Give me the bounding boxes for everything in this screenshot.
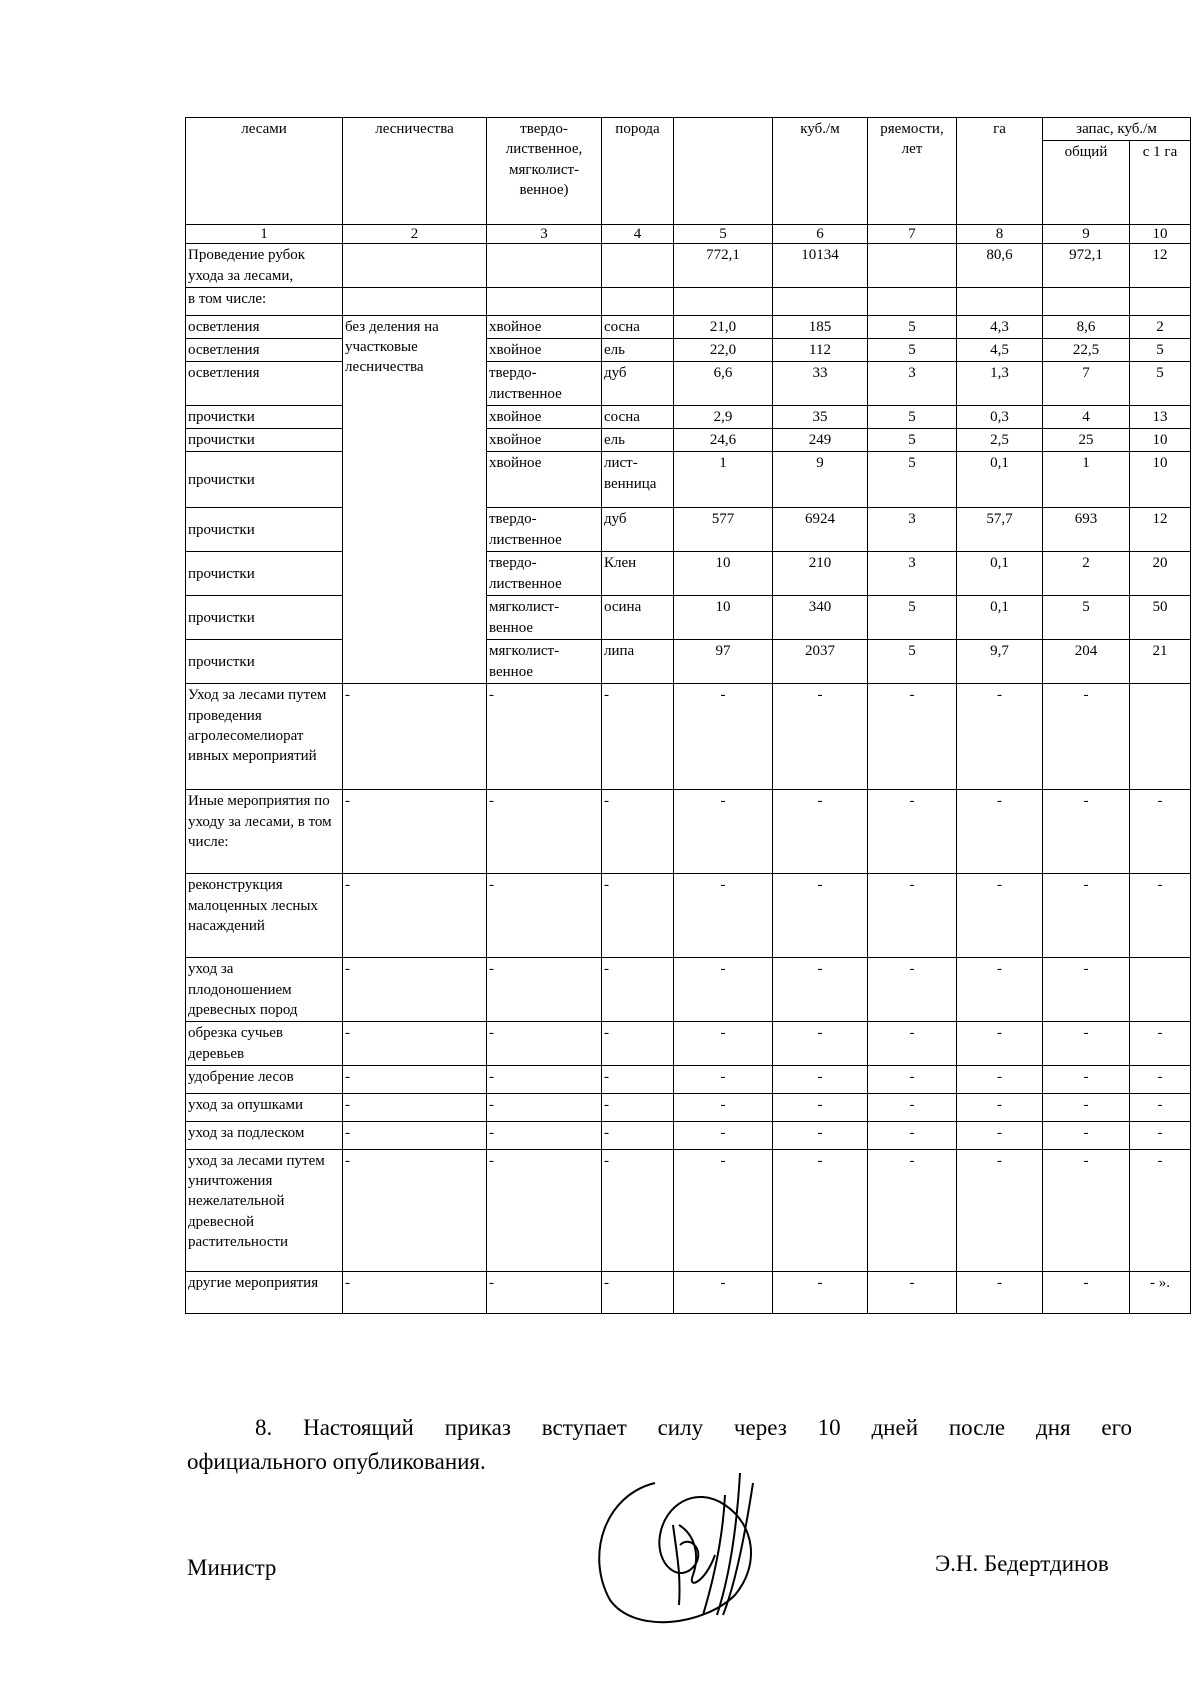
- cell-col-10: 10: [1130, 452, 1191, 508]
- cell-col-9: -: [1043, 874, 1130, 958]
- cell-col-4: липа: [602, 640, 674, 684]
- cell-col-8: -: [957, 1121, 1043, 1149]
- table-row: [186, 1121, 1191, 1149]
- cell-col-5: 772,1: [674, 244, 773, 288]
- table-row: [186, 244, 1191, 288]
- cell-col-2: -: [343, 874, 487, 958]
- cell-col-2: -: [343, 958, 487, 1022]
- cell-col-3: -: [487, 1121, 602, 1149]
- cell-col-4: лист-венница: [602, 452, 674, 508]
- cell-col-10: 2: [1130, 315, 1191, 338]
- cell-col-7: -: [868, 1121, 957, 1149]
- cell-col-4: дуб: [602, 508, 674, 552]
- cell-col-4: -: [602, 1271, 674, 1313]
- cell-col-3: мягколист-венное: [487, 596, 602, 640]
- cell-col-10: 10: [1130, 429, 1191, 452]
- cell-col-6: 2037: [773, 640, 868, 684]
- cell-col-6: 33: [773, 362, 868, 406]
- cell-col-3: твердо-лиственное: [487, 508, 602, 552]
- cell-col-3: -: [487, 958, 602, 1022]
- cell-col-9: -: [1043, 1271, 1130, 1313]
- header-cell-6: куб./м: [773, 118, 868, 225]
- cell-col-6: [773, 287, 868, 315]
- cell-col-10: 21: [1130, 640, 1191, 684]
- cell-col-4: сосна: [602, 405, 674, 428]
- cell-col-10: - ».: [1130, 1271, 1191, 1313]
- cell-col-9: -: [1043, 1065, 1130, 1093]
- cell-col-8: [957, 287, 1043, 315]
- cell-col-10: [1130, 958, 1191, 1022]
- handwritten-signature: [585, 1465, 775, 1630]
- header-cell-9: общий: [1043, 141, 1130, 225]
- column-number-row: [186, 225, 1191, 244]
- cell-col-4: -: [602, 1149, 674, 1271]
- header-cell-10: с 1 га: [1130, 141, 1191, 225]
- cell-activity: другие мероприятия: [186, 1271, 343, 1313]
- table-row: [186, 339, 1191, 362]
- cell-col-3: -: [487, 1271, 602, 1313]
- cell-col-9: -: [1043, 790, 1130, 874]
- cell-col-2: -: [343, 790, 487, 874]
- header-cell-5: [674, 118, 773, 225]
- cell-col-6: 112: [773, 339, 868, 362]
- cell-merged-forestry: без деления на участковые лесничества: [343, 315, 487, 684]
- signatory-name: Э.Н. Бедертдинов: [935, 1551, 1109, 1576]
- cell-col-7: -: [868, 1271, 957, 1313]
- cell-col-5: -: [674, 1093, 773, 1121]
- column-number-cell: 8: [957, 225, 1043, 244]
- cell-col-8: -: [957, 1065, 1043, 1093]
- cell-col-7: -: [868, 1149, 957, 1271]
- cell-col-2: [343, 287, 487, 315]
- cell-col-8: 80,6: [957, 244, 1043, 288]
- cell-col-10: 50: [1130, 596, 1191, 640]
- cell-col-2: -: [343, 1065, 487, 1093]
- cell-col-10: -: [1130, 790, 1191, 874]
- cell-col-7: [868, 287, 957, 315]
- cell-col-5: 24,6: [674, 429, 773, 452]
- table-row: [186, 958, 1191, 1022]
- cell-col-3: -: [487, 874, 602, 958]
- cell-col-7: -: [868, 874, 957, 958]
- cell-col-8: 0,1: [957, 452, 1043, 508]
- signatory-position: Министр: [187, 1555, 277, 1580]
- cell-col-9: 5: [1043, 596, 1130, 640]
- cell-col-8: -: [957, 874, 1043, 958]
- table-row: [186, 1022, 1191, 1066]
- cell-activity: уход за подлеском: [186, 1121, 343, 1149]
- cell-col-6: 249: [773, 429, 868, 452]
- table-row: [186, 596, 1191, 640]
- cell-col-9: [1043, 287, 1130, 315]
- cell-col-5: -: [674, 874, 773, 958]
- cell-col-6: 10134: [773, 244, 868, 288]
- cell-col-7: 3: [868, 552, 957, 596]
- cell-activity: осветления: [186, 339, 343, 362]
- cell-col-6: -: [773, 874, 868, 958]
- cell-col-10: -: [1130, 1121, 1191, 1149]
- cell-col-7: 5: [868, 429, 957, 452]
- cell-col-10: -: [1130, 1065, 1191, 1093]
- table-row: [186, 790, 1191, 874]
- cell-col-5: -: [674, 1149, 773, 1271]
- table-row: [186, 640, 1191, 684]
- cell-activity: осветления: [186, 315, 343, 338]
- cell-col-9: 8,6: [1043, 315, 1130, 338]
- cell-activity: Проведение рубок ухода за лесами,: [186, 244, 343, 288]
- cell-col-8: 1,3: [957, 362, 1043, 406]
- cell-col-3: твердо-лиственное: [487, 362, 602, 406]
- header-cell-3: твердо-лиственное, мягколист-венное): [487, 118, 602, 225]
- cell-col-10: 12: [1130, 508, 1191, 552]
- cell-col-3: -: [487, 1093, 602, 1121]
- cell-activity: уход за опушками: [186, 1093, 343, 1121]
- cell-col-10: -: [1130, 874, 1191, 958]
- cell-col-6: 340: [773, 596, 868, 640]
- cell-col-4: [602, 287, 674, 315]
- column-number-cell: 1: [186, 225, 343, 244]
- cell-col-5: -: [674, 1065, 773, 1093]
- header-cell-4: порода: [602, 118, 674, 225]
- cell-col-3: твердо-лиственное: [487, 552, 602, 596]
- cell-col-3: -: [487, 1149, 602, 1271]
- column-number-cell: 9: [1043, 225, 1130, 244]
- cell-col-2: -: [343, 1121, 487, 1149]
- cell-col-8: 57,7: [957, 508, 1043, 552]
- cell-col-7: -: [868, 684, 957, 790]
- cell-col-10: 12: [1130, 244, 1191, 288]
- forest-care-table-wrapper: [185, 117, 1191, 1314]
- cell-col-4: -: [602, 790, 674, 874]
- cell-col-7: 3: [868, 508, 957, 552]
- cell-col-6: -: [773, 1149, 868, 1271]
- cell-col-9: -: [1043, 684, 1130, 790]
- cell-col-8: -: [957, 1271, 1043, 1313]
- cell-col-7: -: [868, 790, 957, 874]
- cell-col-8: 0,3: [957, 405, 1043, 428]
- cell-col-7: 5: [868, 339, 957, 362]
- header-cell-8: га: [957, 118, 1043, 225]
- cell-col-3: [487, 244, 602, 288]
- cell-col-5: -: [674, 684, 773, 790]
- cell-col-8: 0,1: [957, 596, 1043, 640]
- cell-col-9: 693: [1043, 508, 1130, 552]
- cell-activity: прочистки: [186, 452, 343, 508]
- cell-col-4: сосна: [602, 315, 674, 338]
- table-row: [186, 1065, 1191, 1093]
- cell-col-2: -: [343, 1022, 487, 1066]
- cell-col-6: 35: [773, 405, 868, 428]
- cell-col-5: 10: [674, 552, 773, 596]
- cell-activity: обрезка сучьев деревьев: [186, 1022, 343, 1066]
- cell-col-4: -: [602, 684, 674, 790]
- cell-col-8: 0,1: [957, 552, 1043, 596]
- table-row: [186, 508, 1191, 552]
- cell-col-5: 97: [674, 640, 773, 684]
- cell-col-5: -: [674, 958, 773, 1022]
- cell-col-4: -: [602, 1121, 674, 1149]
- table-row: [186, 315, 1191, 338]
- cell-col-9: 25: [1043, 429, 1130, 452]
- cell-col-9: 1: [1043, 452, 1130, 508]
- cell-col-8: -: [957, 1093, 1043, 1121]
- cell-col-2: -: [343, 1271, 487, 1313]
- cell-col-10: -: [1130, 1093, 1191, 1121]
- cell-col-8: -: [957, 684, 1043, 790]
- cell-col-9: 4: [1043, 405, 1130, 428]
- closing-paragraph-line-1: 8. Настоящий приказ вступает силу через 10 дней после дня его: [255, 1415, 1132, 1440]
- cell-col-7: 5: [868, 315, 957, 338]
- cell-col-10: 13: [1130, 405, 1191, 428]
- cell-activity: прочистки: [186, 552, 343, 596]
- cell-col-10: 5: [1130, 362, 1191, 406]
- cell-col-6: -: [773, 684, 868, 790]
- cell-col-8: -: [957, 958, 1043, 1022]
- cell-col-9: 22,5: [1043, 339, 1130, 362]
- cell-col-9: -: [1043, 1149, 1130, 1271]
- cell-col-7: 5: [868, 640, 957, 684]
- header-row: [186, 118, 1191, 141]
- cell-col-5: 577: [674, 508, 773, 552]
- column-number-cell: 5: [674, 225, 773, 244]
- cell-col-6: -: [773, 1093, 868, 1121]
- header-cell-7: ряемости, лет: [868, 118, 957, 225]
- column-number-cell: 2: [343, 225, 487, 244]
- cell-col-9: 972,1: [1043, 244, 1130, 288]
- cell-col-9: -: [1043, 958, 1130, 1022]
- cell-col-4: ель: [602, 429, 674, 452]
- table-row: [186, 362, 1191, 406]
- cell-activity: прочистки: [186, 640, 343, 684]
- column-number-cell: 7: [868, 225, 957, 244]
- header-cell-2: лесничества: [343, 118, 487, 225]
- cell-col-6: 6924: [773, 508, 868, 552]
- cell-col-7: -: [868, 1093, 957, 1121]
- cell-activity: Уход за лесами путем проведения агролесомелиорат ивных мероприятий: [186, 684, 343, 790]
- cell-col-4: -: [602, 958, 674, 1022]
- cell-col-6: 9: [773, 452, 868, 508]
- cell-col-7: 5: [868, 596, 957, 640]
- cell-col-5: 22,0: [674, 339, 773, 362]
- cell-col-8: -: [957, 790, 1043, 874]
- cell-col-3: -: [487, 684, 602, 790]
- cell-col-6: 210: [773, 552, 868, 596]
- cell-col-10: [1130, 287, 1191, 315]
- cell-col-7: 3: [868, 362, 957, 406]
- cell-col-5: 10: [674, 596, 773, 640]
- cell-activity: реконструкция малоценных лесных насаждений: [186, 874, 343, 958]
- cell-col-3: -: [487, 1065, 602, 1093]
- cell-activity: прочистки: [186, 508, 343, 552]
- cell-col-8: 2,5: [957, 429, 1043, 452]
- cell-col-9: 2: [1043, 552, 1130, 596]
- table-row: [186, 452, 1191, 508]
- cell-col-5: 1: [674, 452, 773, 508]
- cell-activity: прочистки: [186, 596, 343, 640]
- cell-col-10: -: [1130, 1022, 1191, 1066]
- table-row: [186, 405, 1191, 428]
- cell-col-9: 7: [1043, 362, 1130, 406]
- cell-activity: прочистки: [186, 405, 343, 428]
- column-number-cell: 4: [602, 225, 674, 244]
- table-body: [186, 118, 1191, 1314]
- table-row: [186, 1149, 1191, 1271]
- cell-activity: Иные мероприятия по уходу за лесами, в том числе:: [186, 790, 343, 874]
- table-row: [186, 874, 1191, 958]
- cell-col-6: -: [773, 1065, 868, 1093]
- cell-col-4: -: [602, 874, 674, 958]
- cell-col-10: 5: [1130, 339, 1191, 362]
- cell-col-7: [868, 244, 957, 288]
- cell-col-7: -: [868, 958, 957, 1022]
- cell-col-3: хвойное: [487, 405, 602, 428]
- cell-col-3: хвойное: [487, 339, 602, 362]
- cell-col-6: -: [773, 958, 868, 1022]
- cell-col-9: -: [1043, 1093, 1130, 1121]
- cell-col-4: -: [602, 1022, 674, 1066]
- table-row: [186, 1093, 1191, 1121]
- cell-col-6: -: [773, 790, 868, 874]
- cell-activity: в том числе:: [186, 287, 343, 315]
- cell-col-8: 4,5: [957, 339, 1043, 362]
- cell-col-5: 21,0: [674, 315, 773, 338]
- cell-col-10: 20: [1130, 552, 1191, 596]
- cell-col-2: -: [343, 1149, 487, 1271]
- cell-activity: уход за лесами путем уничтожения нежелательной древесной растительности: [186, 1149, 343, 1271]
- cell-col-2: -: [343, 1093, 487, 1121]
- cell-col-7: -: [868, 1022, 957, 1066]
- cell-col-6: -: [773, 1271, 868, 1313]
- cell-col-8: -: [957, 1149, 1043, 1271]
- cell-col-5: 2,9: [674, 405, 773, 428]
- cell-col-9: -: [1043, 1022, 1130, 1066]
- cell-col-2: [343, 244, 487, 288]
- cell-activity: осветления: [186, 362, 343, 406]
- cell-activity: прочистки: [186, 429, 343, 452]
- cell-col-3: хвойное: [487, 315, 602, 338]
- cell-col-5: -: [674, 1121, 773, 1149]
- cell-col-10: [1130, 684, 1191, 790]
- cell-col-4: осина: [602, 596, 674, 640]
- cell-col-2: -: [343, 684, 487, 790]
- column-number-cell: 6: [773, 225, 868, 244]
- header-cell-1: лесами: [186, 118, 343, 225]
- table-row: [186, 684, 1191, 790]
- cell-col-5: [674, 287, 773, 315]
- cell-col-7: -: [868, 1065, 957, 1093]
- cell-col-5: -: [674, 790, 773, 874]
- cell-col-4: дуб: [602, 362, 674, 406]
- cell-col-5: -: [674, 1022, 773, 1066]
- cell-col-9: 204: [1043, 640, 1130, 684]
- cell-col-6: -: [773, 1022, 868, 1066]
- cell-col-3: хвойное: [487, 429, 602, 452]
- cell-col-4: -: [602, 1065, 674, 1093]
- cell-col-8: 4,3: [957, 315, 1043, 338]
- cell-col-5: 6,6: [674, 362, 773, 406]
- cell-col-3: хвойное: [487, 452, 602, 508]
- table-row: [186, 429, 1191, 452]
- table-row: [186, 287, 1191, 315]
- cell-col-8: 9,7: [957, 640, 1043, 684]
- cell-activity: удобрение лесов: [186, 1065, 343, 1093]
- table-row: [186, 1271, 1191, 1313]
- cell-col-3: -: [487, 1022, 602, 1066]
- cell-col-6: -: [773, 1121, 868, 1149]
- cell-col-4: [602, 244, 674, 288]
- table-row: [186, 552, 1191, 596]
- cell-col-4: -: [602, 1093, 674, 1121]
- cell-col-7: 5: [868, 452, 957, 508]
- forest-care-table: [185, 117, 1191, 1314]
- cell-col-5: -: [674, 1271, 773, 1313]
- cell-activity: уход за плодоношением древесных пород: [186, 958, 343, 1022]
- cell-col-7: 5: [868, 405, 957, 428]
- cell-col-4: ель: [602, 339, 674, 362]
- column-number-cell: 3: [487, 225, 602, 244]
- cell-col-10: -: [1130, 1149, 1191, 1271]
- column-number-cell: 10: [1130, 225, 1191, 244]
- cell-col-3: -: [487, 790, 602, 874]
- cell-col-4: Клен: [602, 552, 674, 596]
- cell-col-9: -: [1043, 1121, 1130, 1149]
- cell-col-8: -: [957, 1022, 1043, 1066]
- cell-col-3: мягколист-венное: [487, 640, 602, 684]
- closing-paragraph-line-2: официального опубликования.: [187, 1449, 486, 1474]
- cell-col-6: 185: [773, 315, 868, 338]
- cell-col-3: [487, 287, 602, 315]
- header-cell-9-10: запас, куб./м: [1043, 118, 1191, 141]
